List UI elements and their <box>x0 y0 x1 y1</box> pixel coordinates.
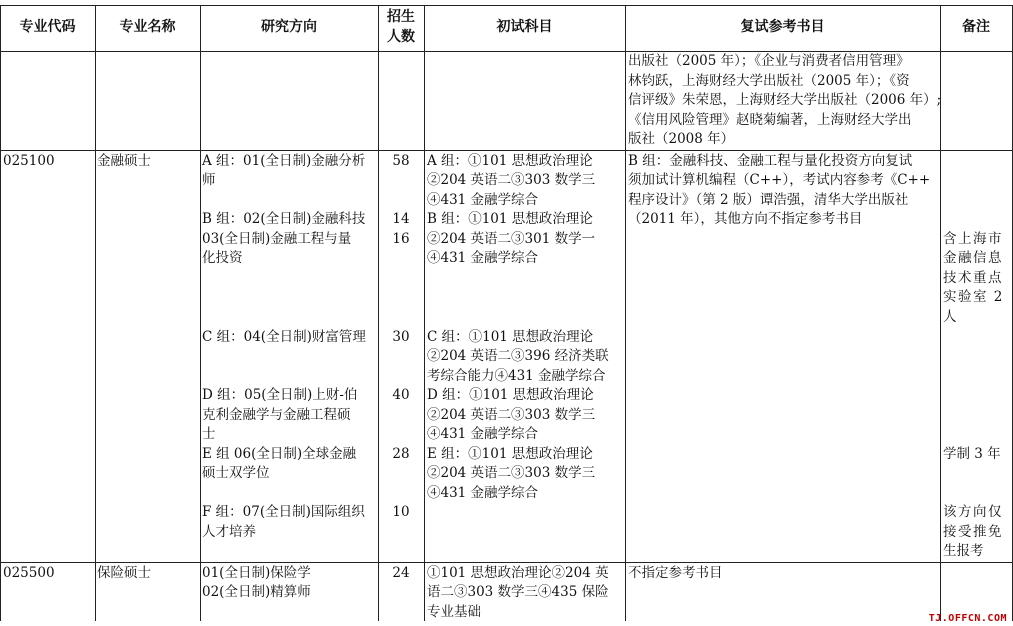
subjects-line: 语二③303 数学三④435 保险 <box>427 584 609 600</box>
subjects-line: ②204 英语二③301 数学一 <box>427 231 596 247</box>
subjects-line: 考综合能力④431 金融学综合 <box>427 368 606 384</box>
grid-line <box>424 5 425 621</box>
header-major: 专业名称 <box>119 19 176 35</box>
direction-line: 02(全日制)精算师 <box>202 584 311 600</box>
finance-books-line: B 组：金融科技、金融工程与量化投资方向复试 <box>628 153 913 169</box>
note-line: 技术重点 <box>943 270 1003 286</box>
enroll-count: 40 <box>392 387 410 403</box>
finance-books-line: （2011 年），其他方向不指定参考书目 <box>628 211 863 227</box>
direction-line: 化投资 <box>202 250 243 266</box>
finance-books-line: 须加试计算机编程（C++），考试内容参考《C++ <box>628 172 931 188</box>
subjects-line: B 组：①101 思想政治理论 <box>427 211 593 227</box>
subjects-line: ①101 思想政治理论②204 英 <box>427 565 609 581</box>
grid-line <box>0 5 1 621</box>
direction-line: 克利金融学与金融工程硕 <box>202 407 351 423</box>
note-line: 生报考 <box>943 543 984 559</box>
note-line: 接受推免 <box>943 524 1003 540</box>
subjects-line: ④431 金融学综合 <box>427 485 539 501</box>
enroll-count: 16 <box>392 231 410 247</box>
continued-books-line: 《信用风险管理》赵晓菊编著，上海财经大学出 <box>628 112 912 128</box>
continued-books-line: 版社（2008 年） <box>628 131 735 147</box>
grid-line <box>0 5 1013 6</box>
direction-line: 师 <box>202 172 216 188</box>
direction-line: A 组：01(全日制)金融分析 <box>202 153 366 169</box>
header-code: 专业代码 <box>19 19 76 35</box>
enroll-count: 10 <box>392 504 410 520</box>
header-notes: 备注 <box>962 19 990 35</box>
direction-line: 01(全日制)保险学 <box>202 565 311 581</box>
subjects-line: A 组：①101 思想政治理论 <box>427 153 593 169</box>
enroll-count: 30 <box>392 329 410 345</box>
grid-line <box>95 5 96 621</box>
enroll-count: 58 <box>392 153 410 169</box>
grid-line <box>625 5 626 621</box>
direction-line: 人才培养 <box>202 524 256 540</box>
subjects-line: ④431 金融学综合 <box>427 192 539 208</box>
enroll-count: 24 <box>392 565 410 581</box>
note-line: 含上海市 <box>943 231 1003 247</box>
direction-line: B 组：02(全日制)金融科技 <box>202 211 366 227</box>
grid-line <box>378 5 379 621</box>
subjects-line: E 组：①101 思想政治理论 <box>427 446 593 462</box>
subjects-line: 专业基础 <box>427 604 481 620</box>
subjects-line: C 组：①101 思想政治理论 <box>427 329 594 345</box>
subjects-line: ②204 英语二③303 数学三 <box>427 407 596 423</box>
direction-line: 硕士双学位 <box>202 465 270 481</box>
direction-line: 士 <box>202 426 216 442</box>
header-subjects: 初试科目 <box>496 19 553 35</box>
insurance-books: 不指定参考书目 <box>628 565 723 581</box>
direction-line: C 组：04(全日制)财富管理 <box>202 329 366 345</box>
direction-line: 03(全日制)金融工程与量 <box>202 231 352 247</box>
enroll-count: 28 <box>392 446 410 462</box>
continued-books-line: 信评级》朱荣恩，上海财经大学出版社（2006 年）; <box>628 92 942 108</box>
header-enroll-line1: 招生 <box>387 9 415 25</box>
grid-line <box>0 150 1013 151</box>
subjects-line: ②204 英语二③303 数学三 <box>427 172 596 188</box>
watermark: TJ.OFFCN.COM <box>928 613 1007 624</box>
note-line: 学制 3 年 <box>943 446 1001 462</box>
subjects-line: D 组：①101 思想政治理论 <box>427 387 594 403</box>
direction-line: E 组 06(全日制)全球金融 <box>202 446 357 462</box>
finance-books-line: 程序设计》（第 2 版）谭浩强，清华大学出版社 <box>628 192 909 208</box>
enroll-count: 14 <box>392 211 410 227</box>
finance-major: 金融硕士 <box>97 153 151 169</box>
continued-books-line: 林钧跃，上海财经大学出版社（2005 年）；《资 <box>628 73 910 89</box>
header-books: 复试参考书目 <box>740 19 825 35</box>
insurance-major: 保险硕士 <box>97 565 151 581</box>
continued-books-line: 出版社（2005 年）；《企业与消费者信用管理》 <box>628 53 910 69</box>
subjects-line: ④431 金融学综合 <box>427 250 539 266</box>
note-line: 该方向仅 <box>943 504 1003 520</box>
note-line: 实验室 2 <box>943 289 1004 305</box>
direction-line: F 组：07(全日制)国际组织 <box>202 504 365 520</box>
subjects-line: ②204 英语二③303 数学三 <box>427 465 596 481</box>
header-direction: 研究方向 <box>261 19 317 35</box>
subjects-line: ②204 英语二③396 经济类联 <box>427 348 609 364</box>
note-line: 人 <box>943 309 957 325</box>
insurance-code: 025500 <box>3 565 55 581</box>
direction-line: D 组：05(全日制)上财-伯 <box>202 387 358 403</box>
note-line: 金融信息 <box>943 250 1003 266</box>
finance-code: 025100 <box>3 153 55 169</box>
grid-line <box>0 562 1013 563</box>
subjects-line: ④431 金融学综合 <box>427 426 539 442</box>
header-enroll-line2: 人数 <box>387 29 415 45</box>
grid-line <box>200 5 201 621</box>
